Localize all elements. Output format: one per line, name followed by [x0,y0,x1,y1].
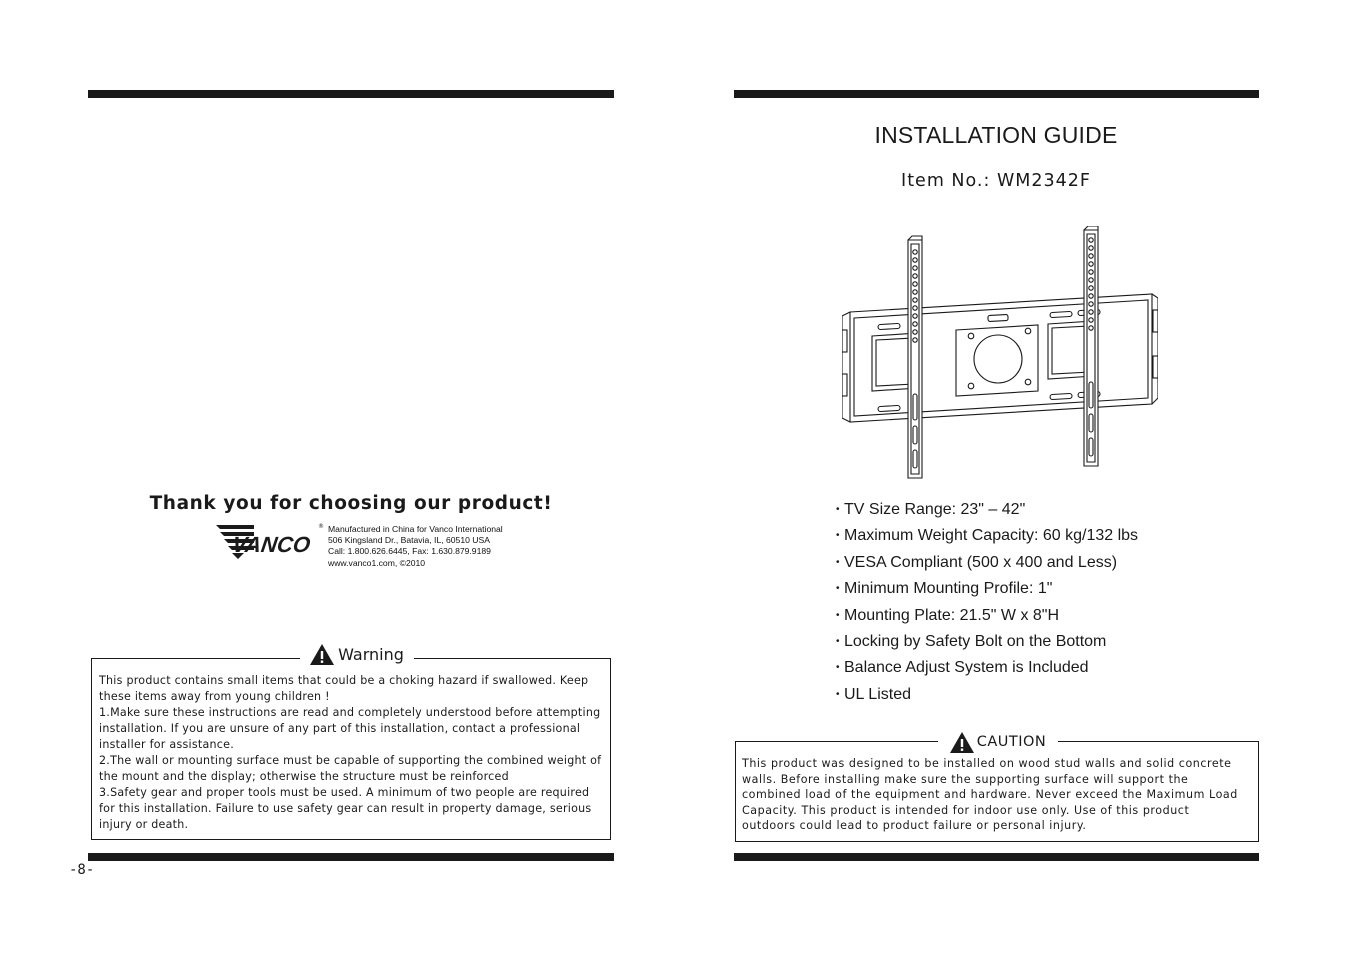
right-bottom-rule [734,853,1259,861]
caution-line: This product was designed to be installed on wood stud walls and solid concrete [742,757,1232,770]
warning-line: 3.Safety gear and proper tools must be used. A minimum of two people are required [99,786,590,799]
warning-line: for this installation. Failure to use safety gear can result in property damage, serious [99,802,592,815]
caution-title [938,730,1058,754]
caution-line: combined load of the equipment and hardware. Never exceed the Maximum Load [742,788,1238,802]
svg-text:®: ® [318,523,324,530]
wall-mount-diagram [842,226,1158,494]
warning-line: 1.Make sure these instructions are read and completely understood before attempting [99,706,601,719]
feature-item: • Mounting Plate: 21.5" W x 8"H [836,606,1060,624]
warning-line: This product contains small items that could be a choking hazard if swallowed. Keep [99,674,589,687]
feature-text: VESA Compliant (500 x 400 and Less) [844,553,1118,571]
warning-line: injury or death. [99,818,189,831]
logo-wordmark: VANCO [230,532,312,557]
manufacturer-line: 506 Kingsland Dr., Batavia, IL, 60510 USA [328,535,490,546]
feature-item: • Locking by Safety Bolt on the Bottom [836,632,1107,650]
feature-item: • UL Listed [836,685,911,703]
caution-line: Capacity. This product is intended for indoor use only. Use of this product [742,803,1190,817]
feature-item: • TV Size Range: 23" – 42" [836,501,1026,518]
page-title: INSTALLATION GUIDE [874,122,1118,148]
warning-line: these items away from young children ! [99,690,330,703]
feature-text: Maximum Weight Capacity: 60 kg/132 lbs [844,527,1139,545]
caution-line: walls. Before installing make sure the supporting surface will support the [742,772,1189,786]
feature-text: Mounting Plate: 21.5" W x 8"H [844,606,1060,624]
warning-triangle-icon [310,644,334,665]
warning-text [99,673,611,833]
warning-title-text: Warning [338,644,404,664]
warning-line: the mount and the display; otherwise the structure must be reinforced [99,770,509,783]
feature-list [836,500,1138,711]
manufacturer-line: www.vanco1.com, ©2010 [328,557,426,568]
left-top-rule [88,90,614,98]
feature-text: UL Listed [844,685,911,703]
feature-item: • VESA Compliant (500 x 400 and Less) [836,553,1118,571]
manufacturer-info [328,524,503,569]
feature-item: • Maximum Weight Capacity: 60 kg/132 lbs [836,527,1139,545]
vanco-logo [214,519,324,563]
warning-line: installation. If you are unsure of any part of this installation, contact a professional [99,722,581,735]
caution-title-text: CAUTION [976,734,1047,750]
manufacturer-line: Call: 1.800.626.6445, Fax: 1.630.879.9189 [328,546,491,557]
feature-text: Balance Adjust System is Included [844,659,1089,677]
feature-text: TV Size Range: 23" – 42" [844,501,1026,518]
feature-item: • Balance Adjust System is Included [836,659,1089,677]
warning-line: 2.The wall or mounting surface must be capable of supporting the combined weight of [99,754,602,767]
item-number: Item No.: WM2342F [901,171,1091,191]
right-top-rule [734,90,1259,98]
feature-text: Locking by Safety Bolt on the Bottom [844,632,1107,650]
warning-title [300,642,414,666]
manufacturer-line: Manufactured in China for Vanco International [328,524,503,534]
left-bottom-rule [88,853,614,861]
warning-line: installer for assistance. [99,738,234,751]
thank-you-heading: Thank you for choosing our product! [149,493,553,514]
caution-text [742,756,1256,834]
feature-item: • Minimum Mounting Profile: 1" [836,580,1053,598]
feature-text: Minimum Mounting Profile: 1" [844,580,1053,598]
caution-line: outdoors could lead to product failure or personal injury. [742,819,1087,833]
page-number: -8- [69,862,95,878]
warning-triangle-icon [950,732,974,753]
